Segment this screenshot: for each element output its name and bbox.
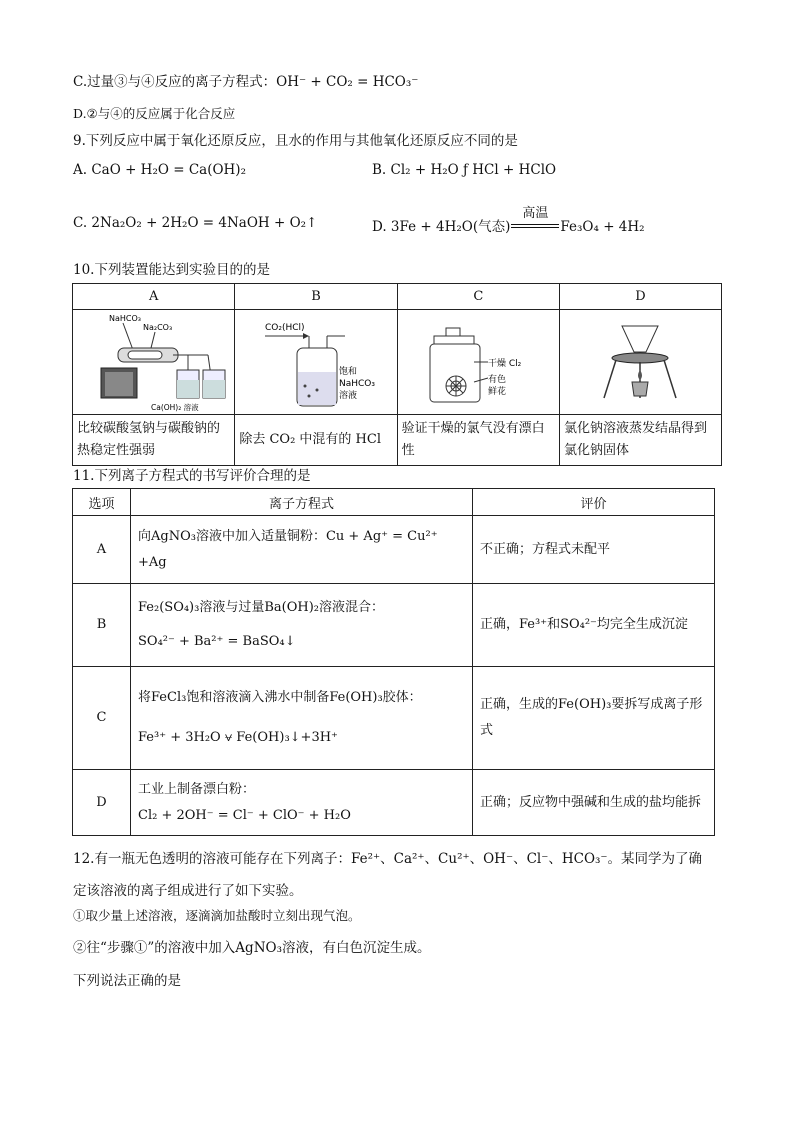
q11-header-evaluation: 评价 (473, 489, 715, 516)
q11-row-d-eval: 正确；反应物中强碱和生成的盐均能拆 (473, 770, 715, 836)
q9-d-condition: 高温 (522, 206, 549, 221)
q9-option-a: A. CaO + H₂O = Ca(OH)₂ (73, 162, 246, 178)
q10-figure-a-cell (73, 310, 235, 415)
q9-stem: 9.下列反应中属于氧化还原反应，且水的作用与其他氧化还原反应不同的是 (73, 133, 518, 149)
q12-question: 下列说法正确的是 (73, 973, 181, 989)
q10-desc-b: 除去 CO₂ 中混有的 HCl (235, 415, 397, 466)
q11-row-c-key: C (73, 667, 131, 770)
fig-b-sol-3: 溶液 (339, 391, 358, 401)
q12-stem-line1: 12.有一瓶无色透明的溶液可能存在下列离子：Fe²⁺、Ca²⁺、Cu²⁺、OH⁻、Cl⁻、HCO₃⁻。某同学为了确 (73, 851, 703, 867)
q11-row-a-equation (131, 516, 473, 584)
q10-figure-c-cell (397, 310, 559, 415)
q11-row-d-eq2: Cl₂ + 2OH⁻ = Cl⁻ + ClO⁻ + H₂O (138, 807, 351, 823)
apparatus-b-figure (235, 310, 396, 414)
fig-b-sol-2: NaHCO₃ (339, 379, 376, 389)
q10-figure-d-cell (560, 310, 722, 415)
q11-row-a-key: A (73, 516, 131, 584)
q11-row-d-equation (131, 770, 473, 836)
q11-row-a-eq2: +Ag (138, 554, 167, 570)
q9-option-d (372, 206, 645, 235)
q9-option-c: C. 2Na₂O₂ + 2H₂O = 4NaOH + O₂↑ (73, 215, 318, 231)
apparatus-d-figure (560, 310, 721, 414)
q11-row-b-eq2: SO₄²⁻ + Ba²⁺ = BaSO₄↓ (138, 634, 296, 649)
q10-table (72, 283, 722, 466)
q10-desc-d: 氯化钠溶液蒸发结晶得到氯化钠固体 (560, 415, 722, 466)
q10-header-d: D (560, 284, 722, 310)
apparatus-a-figure (73, 310, 234, 414)
q12-step-1: ①取少量上述溶液，逐滴滴加盐酸时立刻出现气泡。 (73, 908, 361, 923)
q10-desc-c: 验证干燥的氯气没有漂白性 (397, 415, 559, 466)
fig-b-gas-label: CO₂(HCl) (265, 323, 305, 333)
q11-row-c-eq2: Fe³⁺ + 3H₂O ⩝ Fe(OH)₃↓+3H⁺ (138, 730, 338, 745)
q12-step-2: ②往“步骤①”的溶液中加入AgNO₃溶液，有白色沉淀生成。 (73, 940, 431, 956)
q10-header-a: A (73, 284, 235, 310)
fig-a-caoh2-label: Ca(OH)₂ 溶液 (151, 403, 199, 412)
apparatus-c-figure (398, 310, 559, 414)
fig-a-na2co3-label: Na₂CO₃ (143, 323, 173, 332)
q11-row-b-eval: 正确，Fe³⁺和SO₄²⁻均完全生成沉淀 (473, 584, 715, 667)
q11-stem: 11.下列离子方程式的书写评价合理的是 (73, 468, 311, 484)
q11-row-d-key: D (73, 770, 131, 836)
q10-stem: 10.下列装置能达到实验目的的是 (73, 262, 270, 278)
q11-header-option: 选项 (73, 489, 131, 516)
q11-row-b-key: B (73, 584, 131, 667)
q11-header-equation: 离子方程式 (131, 489, 473, 516)
q10-header-b: B (235, 284, 397, 310)
q11-row-a-eq1: 向AgNO₃溶液中加入适量铜粉：Cu + Ag⁺ = Cu²⁺ (138, 528, 438, 544)
q11-row-c-eq1: 将FeCl₃饱和溶液滴入沸水中制备Fe(OH)₃胶体： (138, 690, 422, 705)
q9-d-left: D. 3Fe + 4H₂O(气态) (372, 219, 511, 235)
q10-header-c: C (397, 284, 559, 310)
q10-desc-a: 比较碳酸氢钠与碳酸钠的热稳定性强弱 (73, 415, 235, 466)
q11-row-d-eq1: 工业上制备漂白粉： (138, 781, 256, 797)
q12-stem-line2: 定该溶液的离子组成进行了如下实验。 (73, 883, 303, 899)
q11-row-a-eval: 不正确；方程式未配平 (473, 516, 715, 584)
q11-row-b-eq1: Fe₂(SO₄)₃溶液与过量Ba(OH)₂溶液混合： (138, 600, 384, 615)
q10-figure-b-cell (235, 310, 397, 415)
q9-d-right: Fe₃O₄ + 4H₂ (560, 219, 645, 235)
fig-c-flower-1: 有色 (487, 375, 506, 385)
q8-option-d: D.②与④的反应属于化合反应 (73, 106, 236, 121)
q11-row-c-equation (131, 667, 473, 770)
fig-c-flower-2: 鲜花 (487, 387, 506, 397)
fig-a-nahco3-label: NaHCO₃ (109, 314, 141, 323)
q11-row-c-eval: 正确，生成的Fe(OH)₃要拆写成离子形式 (473, 667, 715, 770)
fig-c-cl2-label: 干燥 Cl₂ (487, 359, 521, 369)
q9-option-b: B. Cl₂ + H₂O ƒ HCl + HClO (372, 162, 557, 178)
q9-d-condition-arrow (510, 206, 560, 235)
q8-option-c: C.过量③与④反应的离子方程式：OH⁻ + CO₂ = HCO₃⁻ (73, 74, 419, 90)
fig-b-sol-1: 饱和 (339, 367, 358, 377)
q11-row-b-equation (131, 584, 473, 667)
q11-table (72, 488, 715, 836)
